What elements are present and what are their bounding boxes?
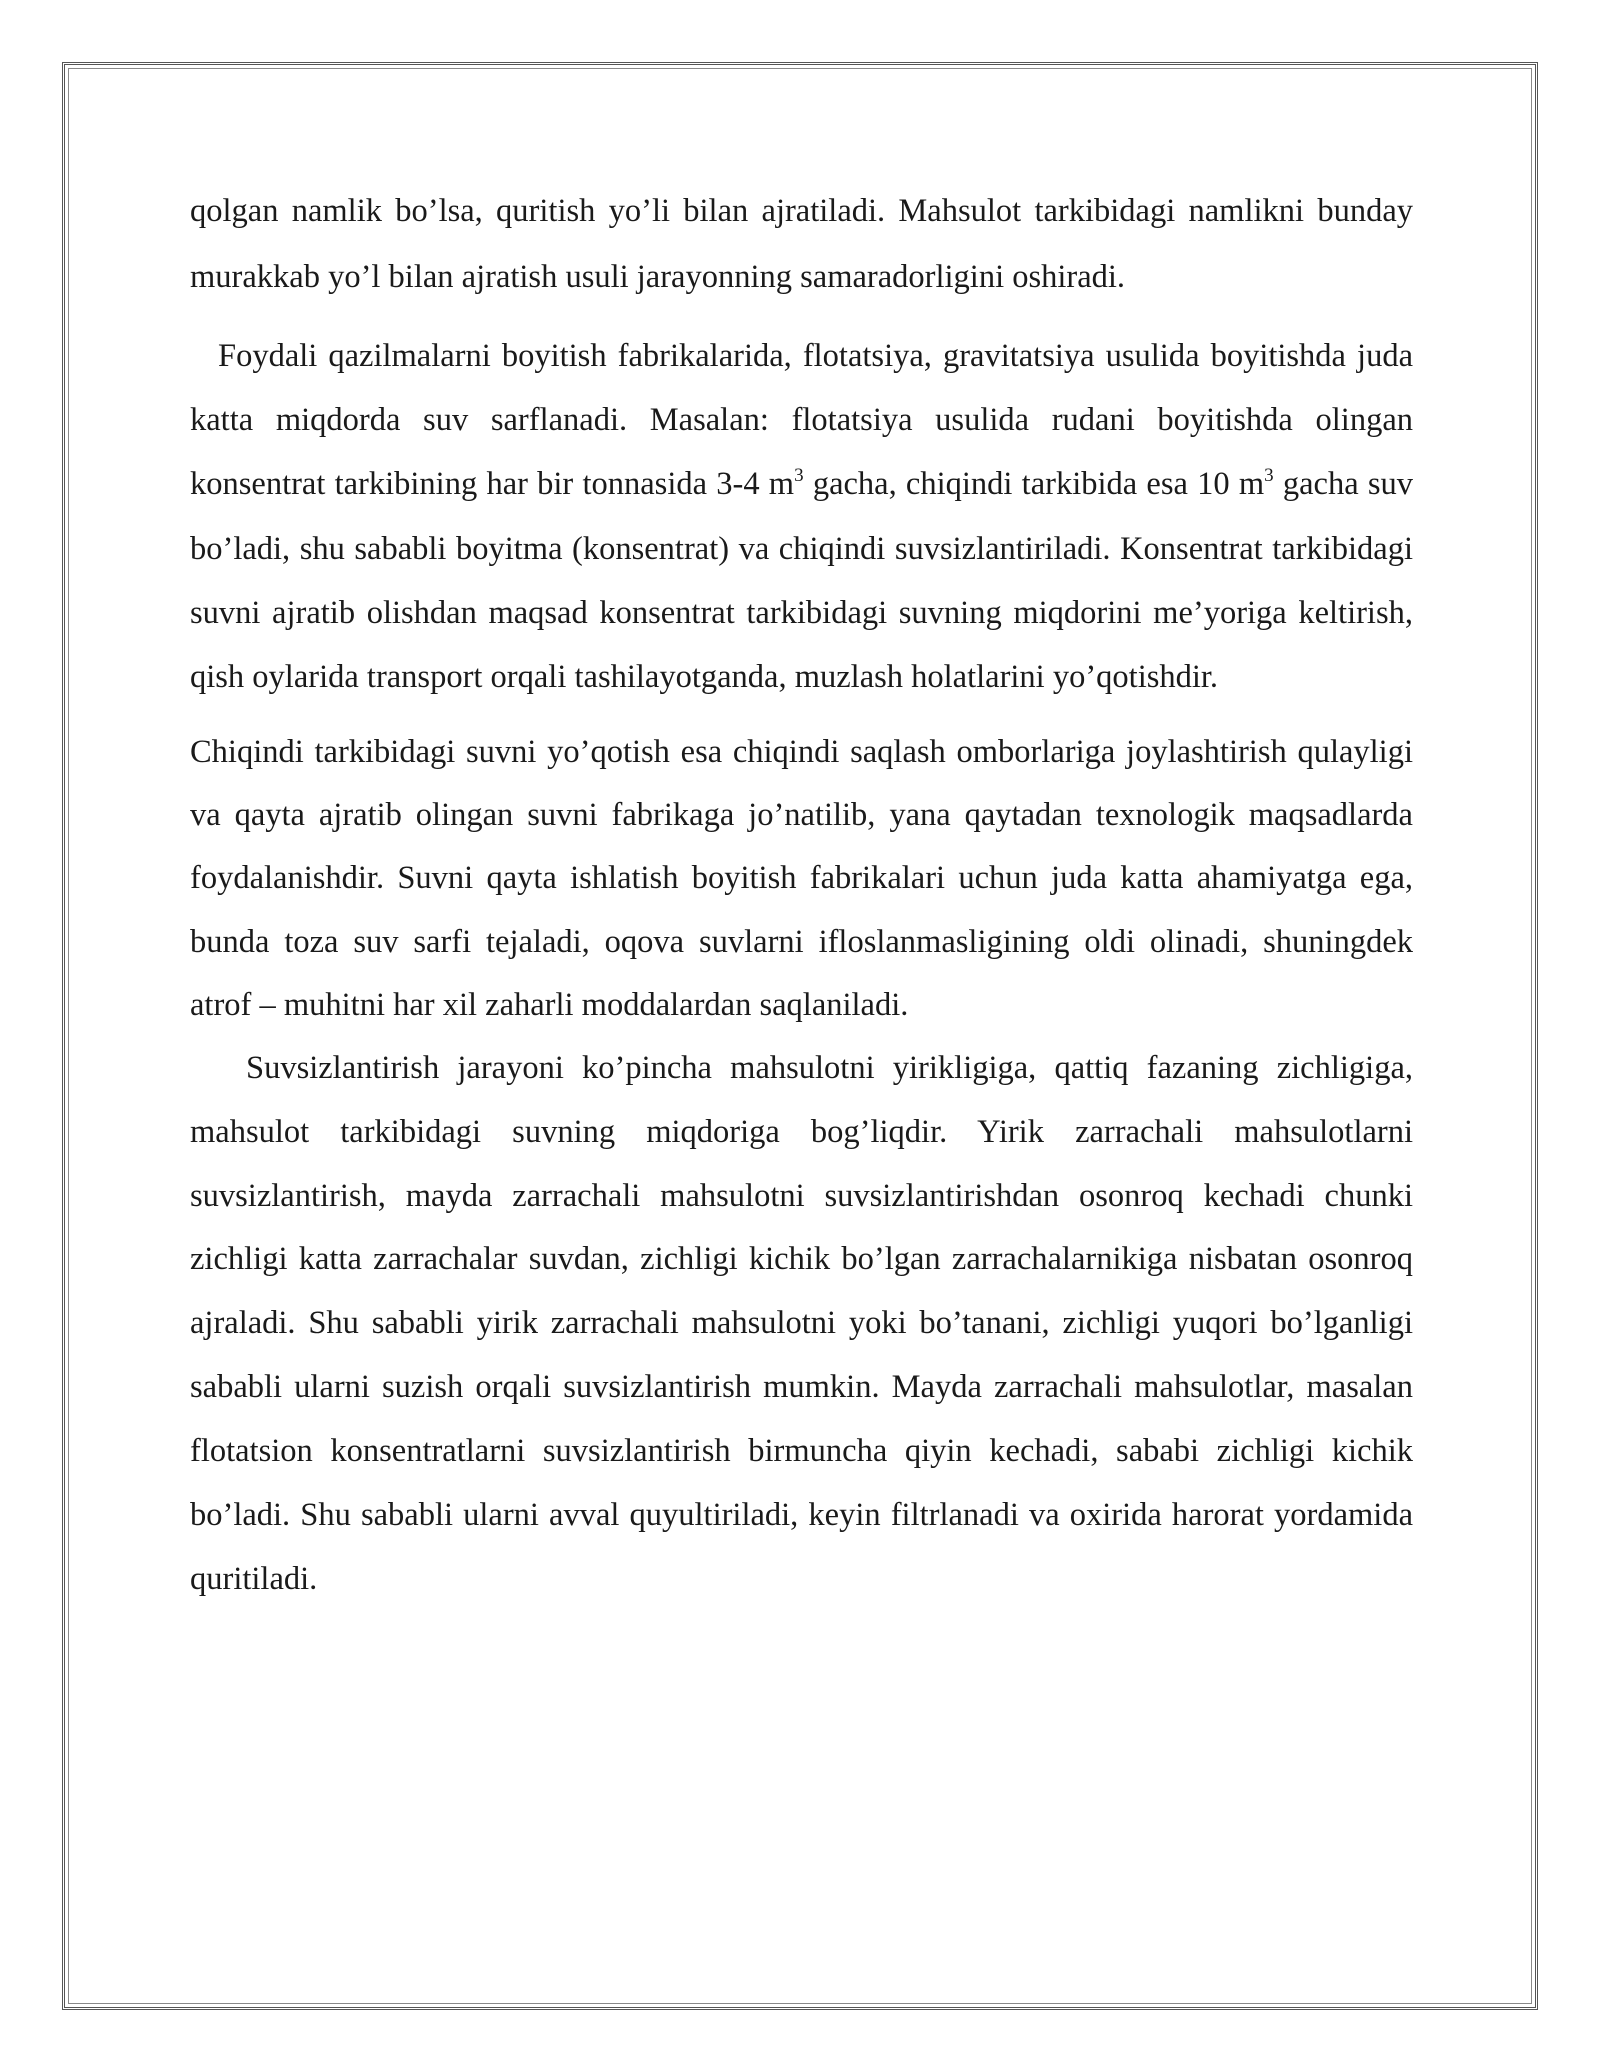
paragraph-2-text-c: gacha suv bo’ladi, shu sababli boyitma (konsentrat) va chiqindi suvsizlantiriladi. Konsentrat tarkibidagi suvni ajratib olishdan maqsad konsentrat tarkibidagi suvning miqdorini me’yoriga keltirish, qish oylarida transport orqali tashilayotganda, muzlash holatlarini yo’qotishdir. xyxy=(190,466,1413,696)
paragraph-4: Suvsizlantirish jarayoni ko’pincha mahsulotni yirikligiga, qattiq fazaning zichligiga, mahsulot tarkibidagi suvning miqdoriga bog’liqdir. Yirik zarrachali mahsulotlarni suvsizlantirish, mayda zarrachali mahsulotni suvsizlantirishdan osonroq kechadi chunki zichligi katta zarrachalar suvdan, zichligi kichik bo’lgan zarrachalarnikiga nisbatan osonroq ajraladi. Shu sababli yirik zarrachali mahsulotni yoki bo’tanani, zichligi yuqori bo’lganligi sababli ularni suzish orqali suvsizlantirish mumkin. Mayda zarrachali mahsulotlar, masalan flotatsion konsentratlarni suvsizlantirish birmuncha qiyin kechadi, sababi zichligi kichik bo’ladi. Shu sababli ularni avval quyultiriladi, keyin filtrlanadi va oxirida harorat yordamida quritiladi. xyxy=(190,1049,1413,1597)
paragraph-3: Chiqindi tarkibidagi suvni yo’qotish esa chiqindi saqlash omborlariga joylashtirish qulayligi va qayta ajratib olingan suvni fabrikaga jo’natilib, yana qaytadan texnologik maqsadlarda foydalanishdir. Suvni qayta ishlatish boyitish fabrikalari uchun juda katta ahamiyatga ega, bunda toza suv sarfi tejaladi, oqova suvlarni ifloslanmasligining oldi olinadi, shuningdek atrof – muhitni har xil zaharli moddalardan saqlaniladi. xyxy=(190,734,1413,1023)
superscript-cubic: 3 xyxy=(794,465,804,487)
paragraph-2-text-b: gacha, chiqindi tarkibida esa 10 m xyxy=(803,466,1265,503)
paragraph-1: qolgan namlik bo’lsa, quritish yo’li bilan ajratiladi. Mahsulot tarkibidagi namlikni bunday murakkab yo’l bilan ajratish usuli jarayonning samaradorligini oshiradi. xyxy=(190,193,1413,295)
paragraph-2 xyxy=(190,324,1413,709)
superscript-cubic: 3 xyxy=(1264,465,1274,487)
paragraph-2-text-a: Foydali qazilmalarni boyitish fabrikalarida, flotatsiya, gravitatsiya usulida boyitishda juda katta miqdorda suv sarflanadi. Masalan: flotatsiya usulida rudani boyitishda olingan konsentrat tarkibining har bir tonnasida 3-4 m xyxy=(190,338,1413,503)
document-body xyxy=(190,178,1413,1612)
